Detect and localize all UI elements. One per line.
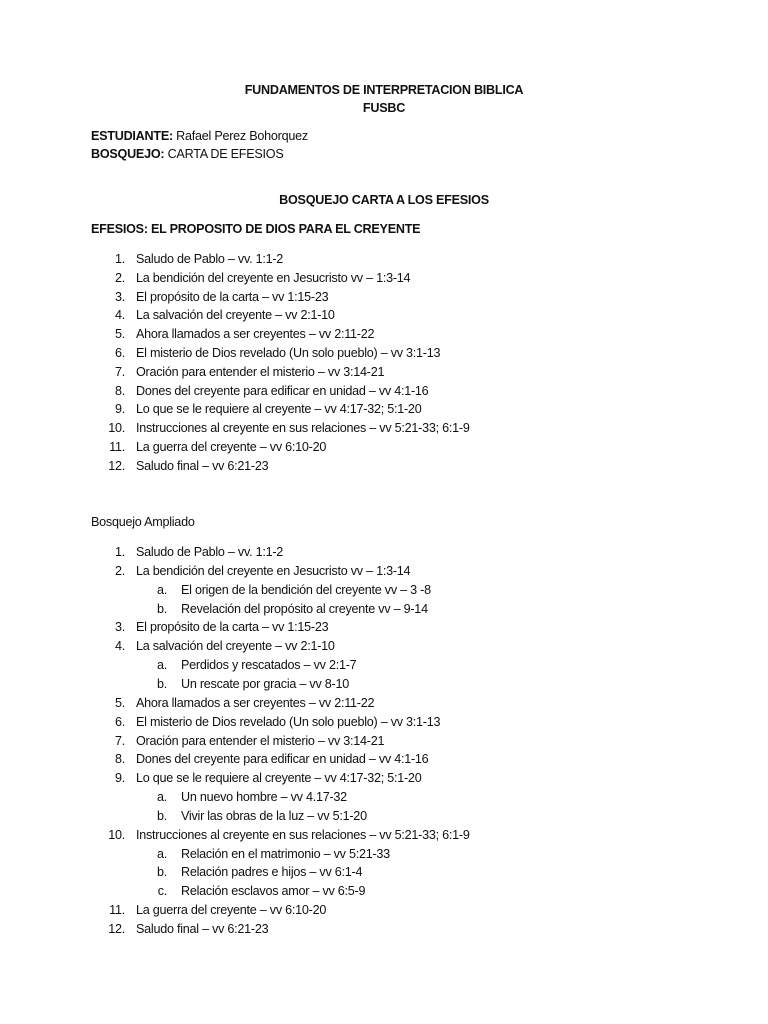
student-label: ESTUDIANTE: [91, 129, 173, 143]
list-item-number: b. [156, 601, 167, 616]
list-item-text: Oración para entender el misterio – vv 3:14-21 [136, 364, 385, 379]
list-item-number: 6. [114, 346, 125, 360]
outline-line [91, 147, 283, 161]
list-item-text: Revelación del propósito al creyente vv – 9-14 [181, 601, 428, 616]
list-item-number: 5. [114, 327, 125, 342]
list-item-text: Instrucciones al creyente en sus relaciones – vv 5:21-33; 6:1-9 [136, 421, 470, 436]
list-item-number: 1. [114, 252, 125, 266]
outline-label: BOSQUEJO: [91, 147, 165, 161]
list-item-text: Lo que se le requiere al creyente – vv 4:17-32; 5:1-20 [136, 771, 422, 786]
document-title: FUNDAMENTOS DE INTERPRETACION BIBLICA [244, 83, 524, 97]
list-item-number: 11. [109, 440, 125, 454]
list-item-text: Saludo de Pablo – vv. 1:1-2 [136, 252, 284, 266]
list-item-number: 12. [108, 922, 125, 936]
expanded-outline-heading: Bosquejo Ampliado [91, 515, 195, 529]
list-item-number: 3. [114, 289, 125, 304]
list-item-number: 4. [114, 639, 125, 654]
list-item-number: 7. [114, 733, 125, 748]
list-item-text: Instrucciones al creyente en sus relaciones – vv 5:21-33; 6:1-9 [136, 827, 470, 842]
list-item-text: Vivir las obras de la luz – vv 5:1-20 [181, 808, 367, 823]
list-item-number: a. [156, 846, 167, 861]
list-item-text: La guerra del creyente – vv 6:10-20 [136, 440, 327, 454]
list-item-text: Relación esclavos amor – vv 6:5-9 [181, 884, 366, 899]
list-item-number: 2. [114, 270, 125, 285]
list-item-number: a. [156, 790, 167, 805]
list-item-number: 8. [114, 383, 125, 398]
list-item-number: 10. [108, 827, 125, 842]
list-item-text: Un rescate por gracia – vv 8-10 [181, 676, 349, 691]
list-item-text: El propósito de la carta – vv 1:15-23 [136, 620, 329, 635]
student-line [91, 129, 308, 143]
list-item-number: 10. [108, 421, 125, 436]
list-item-text: Un nuevo hombre – vv 4.17-32 [181, 790, 347, 805]
list-item-number: 4. [114, 308, 125, 323]
list-item-text: El propósito de la carta – vv 1:15-23 [136, 289, 329, 304]
list-item-number: 9. [114, 771, 125, 786]
list-item-number: 6. [114, 714, 125, 729]
list-item-number: 12. [108, 458, 125, 473]
outline-value: CARTA DE EFESIOS [167, 147, 284, 161]
list-item-text: El origen de la bendición del creyente vv – 3 -8 [181, 582, 431, 597]
list-item-text: Ahora llamados a ser creyentes – vv 2:11-22 [136, 695, 375, 710]
list-item-number: 3. [114, 620, 125, 635]
list-item-number: 8. [114, 752, 125, 767]
list-item-text: Saludo de Pablo – vv. 1:1-2 [136, 545, 284, 559]
list-item-text: La bendición del creyente en Jesucristo vv – 1:3-14 [136, 270, 411, 285]
list-item-text: Oración para entender el misterio – vv 3:14-21 [136, 733, 385, 748]
list-item-text: Saludo final – vv 6:21-23 [136, 458, 269, 473]
list-item-text: El misterio de Dios revelado (Un solo pueblo) – vv 3:1-13 [136, 714, 441, 729]
list-item-text: Lo que se le requiere al creyente – vv 4:17-32; 5:1-20 [136, 402, 422, 417]
list-item-text: Relación en el matrimonio – vv 5:21-33 [181, 846, 390, 861]
list-item-number: 9. [114, 402, 125, 417]
list-item-number: b. [156, 808, 167, 823]
list-item-text: Ahora llamados a ser creyentes – vv 2:11-22 [136, 327, 375, 342]
list-item-text: El misterio de Dios revelado (Un solo pueblo) – vv 3:1-13 [136, 346, 441, 360]
purpose-heading: EFESIOS: EL PROPOSITO DE DIOS PARA EL CREYENTE [91, 222, 421, 236]
outline-heading: BOSQUEJO CARTA A LOS EFESIOS [279, 193, 489, 207]
list-item-number: 11. [109, 903, 125, 918]
list-item-text: La salvación del creyente – vv 2:1-10 [136, 308, 335, 323]
list-item-number: 2. [114, 563, 125, 578]
list-item-number: b. [156, 676, 167, 691]
list-item-text: La bendición del creyente en Jesucristo vv – 1:3-14 [136, 563, 411, 578]
list-item-text: Perdidos y rescatados – vv 2:1-7 [181, 658, 357, 673]
list-item-number: 1. [114, 545, 125, 559]
list-item-number: c. [157, 884, 167, 899]
list-item-number: b. [156, 865, 167, 880]
list-item-number: a. [156, 658, 167, 673]
list-item-text: Relación padres e hijos – vv 6:1-4 [181, 865, 363, 880]
list-item-number: 5. [114, 695, 125, 710]
list-item-number: a. [156, 582, 167, 597]
list-item-text: La salvación del creyente – vv 2:1-10 [136, 639, 335, 654]
student-value: Rafael Perez Bohorquez [176, 129, 308, 143]
document-subtitle: FUSBC [362, 101, 406, 115]
list-item-text: La guerra del creyente – vv 6:10-20 [136, 903, 327, 918]
list-item-number: 7. [114, 364, 125, 379]
list-item-text: Dones del creyente para edificar en unidad – vv 4:1-16 [136, 383, 429, 398]
list-item-text: Saludo final – vv 6:21-23 [136, 922, 269, 936]
list-item-text: Dones del creyente para edificar en unidad – vv 4:1-16 [136, 752, 429, 767]
